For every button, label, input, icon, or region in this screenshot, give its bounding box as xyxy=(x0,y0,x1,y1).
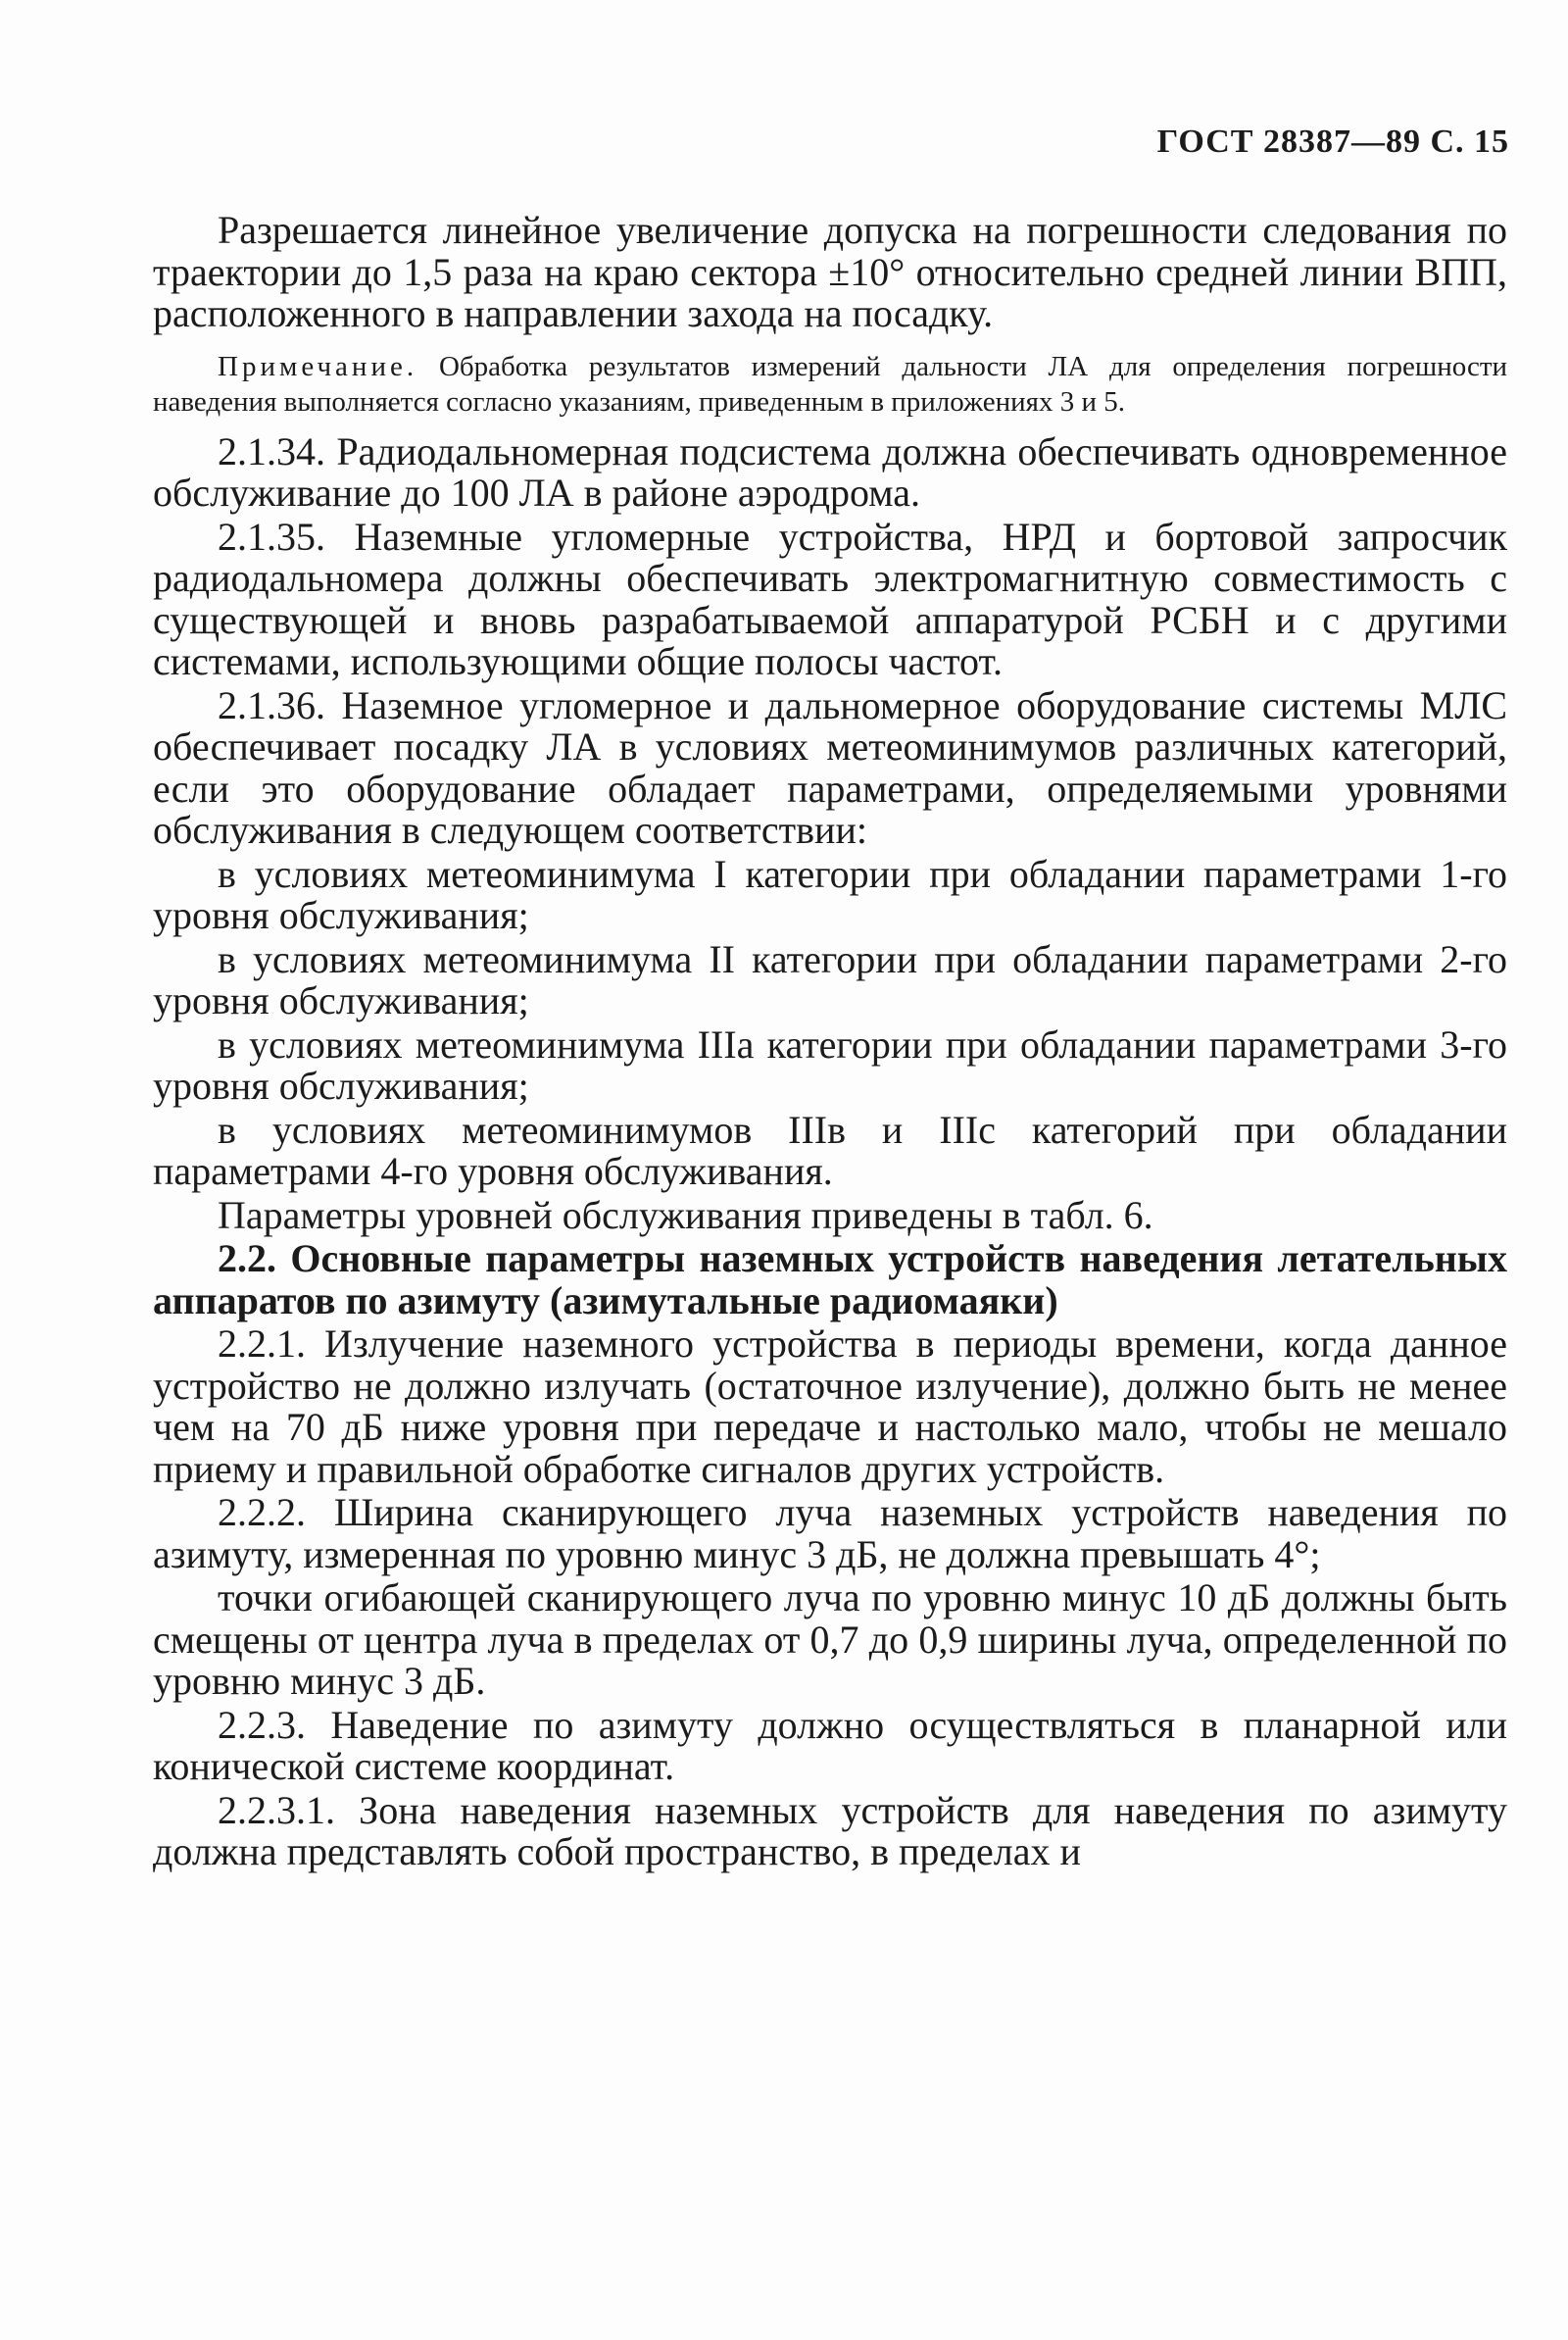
paragraph-2-2-3-1: 2.2.3.1. Зона наведения наземных устройств для наведения по азимуту должна представлять собой пространство, в пределах и xyxy=(153,1787,1507,1873)
paragraph-2-2-1: 2.2.1. Излучение наземного устройства в периоды времени, когда данное устройство не должно излучать (остаточное излучение), должно быть не менее чем на 70 дБ ниже уровня при передаче и настолько мало, чтобы не мешало приему и правильной обработке сигналов других устройств. xyxy=(153,1321,1507,1491)
note-text: Обработка результатов измерений дальности ЛА для определения погрешности наведения выполняется согласно указаниям, приведенным в приложениях 3 и 5. xyxy=(153,350,1508,418)
paragraph-2-1-35: 2.1.35. Наземные угломерные устройства, НРД и бортовой запросчик радиодальномера должны обеспечивать электромагнитную совместимость с существующей и вновь разрабатываемой аппаратурой РСБН и с другими системами, использующими общие полосы частот. xyxy=(153,514,1507,683)
paragraph-table-reference: Параметры уровней обслуживания приведены в табл. 6. xyxy=(218,1192,1153,1237)
paragraph-envelope-points: точки огибающей сканирующего луча по уровню минус 10 дБ должны быть смещены от центра луча в пределах от 0,7 до 0,9 ширины луча, определенной по уровню минус 3 дБ. xyxy=(153,1575,1507,1703)
paragraph-2-2-3: 2.2.3. Наведение по азимуту должно осуществляться в планарной или конической системе координат. xyxy=(153,1702,1507,1788)
list-item-category-3a: в условиях метеоминимума IIIа категории при обладании параметрами 3-го уровня обслуживания; xyxy=(153,1021,1507,1108)
section-heading-2-2: 2.2. Основные параметры наземных устройств наведения летательных аппаратов по азимуту (азимутальные радиомаяки) xyxy=(153,1236,1507,1322)
note-label: Примечание. xyxy=(218,350,418,382)
note-paragraph xyxy=(153,349,1507,420)
paragraph-2-1-34: 2.1.34. Радиодальномерная подсистема должна обеспечивать одновременное обслуживание до 100 ЛА в районе аэродрома. xyxy=(153,428,1507,515)
list-item-category-1: в условиях метеоминимума I категории при обладании параметрами 1-го уровня обслуживания; xyxy=(153,851,1507,937)
list-item-category-2: в условиях метеоминимума II категории при обладании параметрами 2-го уровня обслуживания; xyxy=(153,936,1507,1022)
paragraph-2-1-36: 2.1.36. Наземное угломерное и дальномерное оборудование системы МЛС обеспечивает посадку ЛА в условиях метеоминимумов различных категорий, если это оборудование обладает параметрами, определяемыми уровнями обслуживания в следующем соответствии: xyxy=(153,682,1507,852)
running-header: ГОСТ 28387—89 С. 15 xyxy=(1156,124,1509,160)
paragraph-2-2-2: 2.2.2. Ширина сканирующего луча наземных устройств наведения по азимуту, измеренная по уровню минус 3 дБ, не должна превышать 4°; xyxy=(153,1490,1507,1576)
list-item-category-3bc: в условиях метеоминимумов IIIв и IIIс категорий при обладании параметрами 4-го уровня обслуживания. xyxy=(153,1107,1507,1193)
body-text xyxy=(153,210,1507,1875)
paragraph-tolerance-increase: Разрешается линейное увеличение допуска на погрешности следования по траектории до 1,5 раза на краю сектора ±10° относительно средней линии ВПП, расположенного в направлении захода на посадку. xyxy=(153,208,1507,335)
